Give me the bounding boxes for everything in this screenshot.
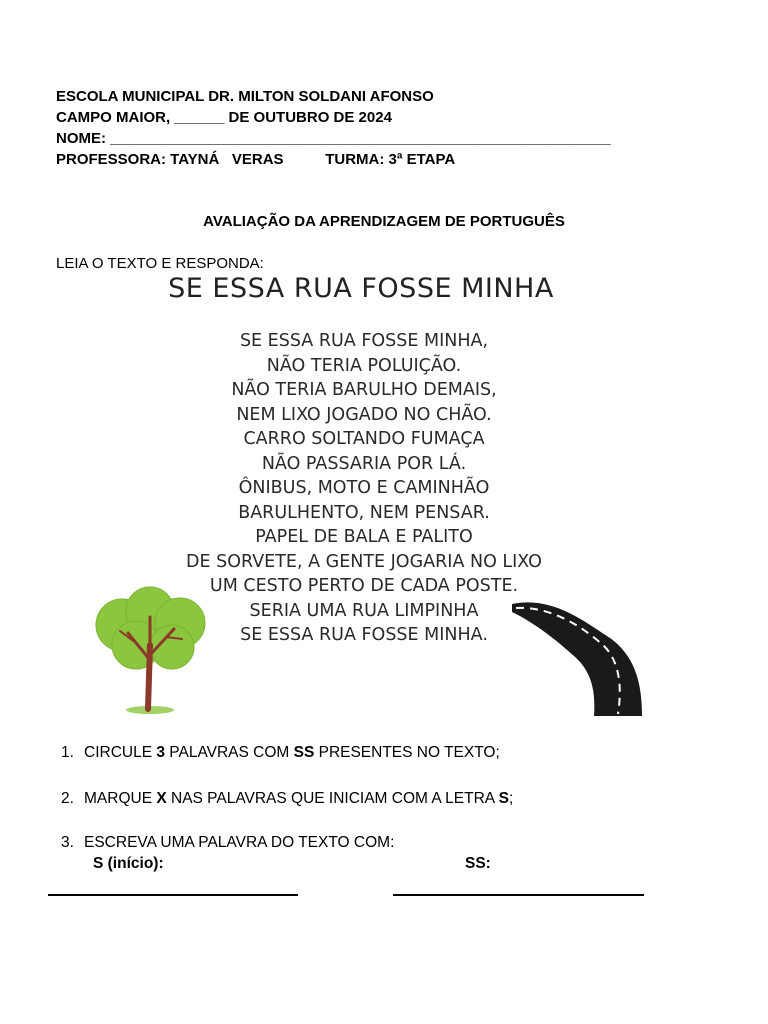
question-3 [61,834,394,852]
question-2 [61,790,513,808]
s-start-label: S (início): [93,855,164,872]
question-text: PALAVRAS COM [164,744,294,761]
poem-line: SE ESSA RUA FOSSE MINHA. [240,625,488,645]
question-text: ESCREVA UMA PALAVRA DO TEXTO COM: [84,834,395,851]
poem-line: SE ESSA RUA FOSSE MINHA, [239,331,489,351]
page-title: AVALIAÇÃO DA APRENDIZAGEM DE PORTUGUÊS [203,213,565,230]
question-bold: X [156,790,167,807]
answer-line-ss[interactable] [393,894,644,896]
poem-line: PAPEL DE BALA E PALITO [255,527,473,547]
poem-line: SERIA UMA RUA LIMPINHA [249,600,479,621]
date-line: CAMPO MAIOR, ______ DE OUTUBRO DE 2024 [56,109,392,126]
poem-line: NEM LIXO JOGADO NO CHÃO. [236,404,492,425]
question-number: 3. [61,834,74,851]
question-bold: SS [293,744,315,761]
name-line: NOME: ____________________________________________________________ [56,130,611,147]
question-bold: S [498,790,509,807]
poem-line: DE SORVETE, A GENTE JOGARIA NO LIXO [186,551,542,572]
teacher-class-line: PROFESSORA: TAYNÁ VERAS TURMA: 3ª ETAPA [56,151,456,168]
poem-line: BARULHENTO, NEM PENSAR. [238,502,490,523]
question-text: CIRCULE [84,744,157,761]
answer-line-s[interactable] [48,894,298,896]
poem-line: CARRO SOLTANDO FUMAÇA [243,429,485,449]
reading-instruction: LEIA O TEXTO E RESPONDA: [56,255,264,272]
ss-label: SS: [465,855,491,872]
poem-title: SE ESSA RUA FOSSE MINHA [168,273,554,304]
tree-illustration [92,585,212,717]
question-1 [61,744,500,762]
question-bold: 3 [156,744,165,761]
question-number: 1. [61,744,74,761]
school-name: ESCOLA MUNICIPAL DR. MILTON SOLDANI AFONSO [56,88,434,105]
poem-line: ÔNIBUS, MOTO E CAMINHÃO [238,478,490,498]
question-text: MARQUE [84,790,157,807]
poem-line: NÃO TERIA BARULHO DEMAIS, [231,380,497,400]
poem-line: UM CESTO PERTO DE CADA POSTE. [209,576,519,596]
question-text: PRESENTES NO TEXTO; [314,744,500,761]
question-text: NAS PALAVRAS QUE INICIAM COM A LETRA [166,790,499,807]
question-number: 2. [61,790,74,807]
poem-line: NÃO PASSARIA POR LÁ. [261,453,467,474]
poem-line: NÃO TERIA POLUIÇÃO. [266,355,462,376]
question-text: ; [508,790,514,807]
road-illustration [510,598,642,718]
